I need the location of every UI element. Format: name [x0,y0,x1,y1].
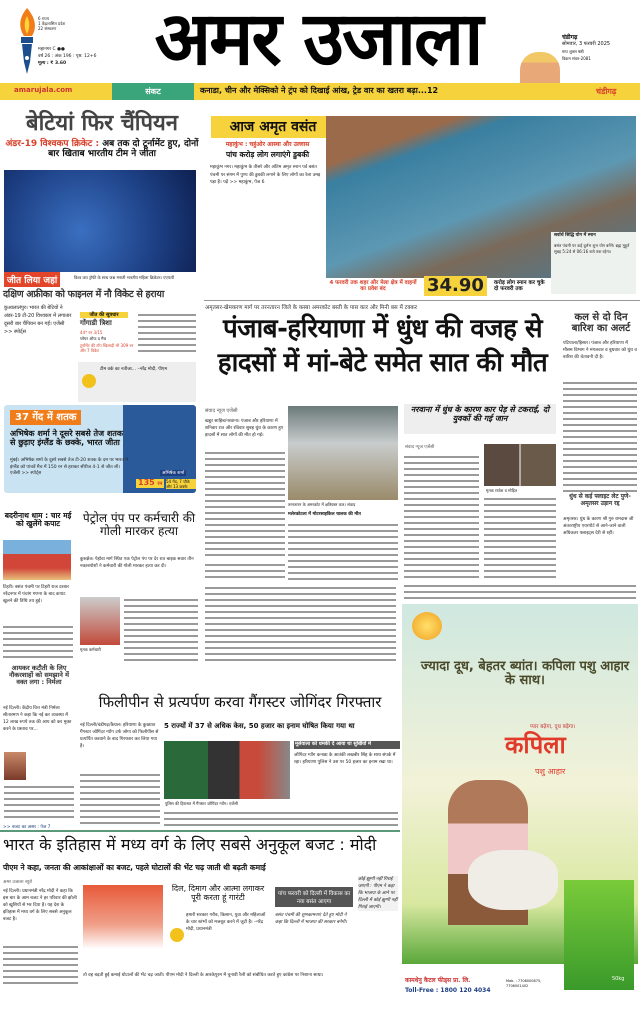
gangster-box-body: जोगिंदर ग्योंग कनाडा के आतंकी लखबीर सिंह के साथ संपर्क में रहा। हरियाणा पुलिस ने उस पर 50 हजार का इनाम रखा था। [294,753,396,765]
quote-icon-2 [170,928,184,942]
player-stat: 44* रन 3/15 [80,330,103,335]
photo-caption: विश्व कप ट्रॉफी के साथ जश्न मनाती भारतीय महिला क्रिकेटर। एएफपी [74,275,175,280]
edition-ut: 1 केंद्रशासित प्रदेश [38,21,66,26]
ad-mobile: Mob. : 7706000875, 7706001402 [506,979,542,988]
gangster-column [80,772,160,824]
runs: 135 [138,478,155,487]
name-tag: अभिषेक शर्मा [162,471,185,476]
lead-body: खडूर साहिब/नरवाना। पंजाब और हरियाणा में शनिवार रात और रविवार सुबह धुंध के कारण हुए हादसों में सात लोगों की मौत हो गई। [205,419,284,438]
modi-photo [83,885,163,965]
runs-unit: रन [157,481,163,487]
tithi: माघ शुक्ल षष्ठी [562,49,584,54]
cricket-column [138,312,196,356]
budget-headline: भारत के इतिहास में मध्य वर्ग के लिए सबसे अनुकूल बजट : मोदी [3,835,377,854]
gangster-body: नई दिल्ली/चंडीगढ़/कैथल। हरियाणा के कुख्यात गैंगस्टर जोगिंदर ग्योंग उर्फ जोगा को फिलीपींस से प्रत्यर्पित करवाने के बाद गिरफ्तार कर लिया गया है। [80,723,159,749]
nirmala-column [4,784,74,822]
kumbh-tag: आज अमृत वसंत [211,116,335,138]
quote-headline: दिल, दिमाग और आत्मा लगाकर पूरी करता हूं गारंटी [171,884,265,902]
ticker-headline[interactable]: कनाडा, चीन और मेक्सिको ने ट्रंप को दिखाई आंख, ट्रेड वार का खतरा बढ़ा...12 [200,86,439,95]
flight-body: अमृतसर। धुंध के कारण श्री गुरु रामदास जी अंतरराष्ट्रीय एयरपोर्ट से आने-जाने वाली अधिकतर फ्लाइट्स देरी से रहीं। [563,517,634,536]
gangster-photo [164,741,290,799]
gangster-subhead: 5 राज्यों में 37 से अधिक केस, 50 हजार का इनाम घोषित किया गया था [164,722,355,730]
divider [204,300,640,301]
pm-quote: टीम वर्क का नतीजा... –नरेंद्र मोदी, पीएम [100,367,168,372]
quote-body: हमारी सरकार गरीब, किसान, युवा और महिलाओं के चार स्तंभों को मजबूत करने में जुटी है। –नरेंद्र मोदी, प्रधानमंत्री [186,913,266,932]
ad-tagline: प्यार बढ़ेगा, दूध बढ़ेगा। [530,724,576,730]
newspaper-title: अमर उजाला [154,0,482,82]
player-series: टूर्नामेंट की टॉप खिलाड़ी भी 309 रन और 7 विकेट [80,343,134,353]
budget-body: नई दिल्ली। प्रधानमंत्री नरेंद्र मोदी ने कहा कि इस बार के आम बजट ने हर परिवार की झोली को खुशियों से भर दिया है। यह देश के इतिहास में मध्य वर्ग के लिए सबसे अनुकूल बजट है। [3,889,77,922]
crash-caption: तरनतारन के अमरकोट में क्षतिग्रस्त कार। संवाद [288,502,356,507]
narwana-column [404,454,479,579]
kumbh-headline: पांच करोड़ लोग लगाएंगे डुबकी [225,150,310,159]
price: मूल्य : ₹ 3.60 [38,61,67,66]
edition-count: 22 संस्करण [38,26,57,31]
weather-column [563,380,637,492]
lead-wrap-column [404,583,636,599]
box-title: जीत की सूत्रधार [80,312,128,318]
divider-green [0,830,400,832]
lead-column-3 [205,562,285,582]
cricket-subhead [4,140,200,160]
gangster-caption: पुलिस की हिरासत में गैंगस्टर जोगिंदर ग्योंग। एजेंसी [165,801,238,806]
lead-headline: पंजाब-हरियाणा में धुंध की वजह से हादसों में मां-बेटे समेत सात की मौत [217,314,548,378]
team-photo [4,170,196,272]
narwana-byline: संवाद न्यूज एजेंसी [405,445,435,450]
anniversary-badge-icon [412,612,442,640]
devotee-label: करोड़ लोग स्नान कर चुके दो फरवरी तक [494,280,545,293]
masthead-date: सोमवार, 3 फरवरी 2025 [562,41,611,47]
devotee-count: 34.90 [424,276,487,296]
pack-weight: 50kg [612,976,625,982]
masthead-city: चंडीगढ़ [562,34,578,41]
victim-photo [80,597,120,645]
badrinath-photo [3,540,71,580]
budget-byline: अमर उजाला ब्यूरो [3,880,33,885]
petrol-headline: पेट्रोल पंप पर कर्मचारी की गोली मारकर हत्या [82,511,196,539]
budget-column [3,944,78,986]
runs-count [136,479,164,488]
yoga-title: सर्वार्थ सिद्धि योग में स्नान [554,233,596,238]
yoga-box [551,232,636,294]
flight-headline: धुंध से कई फ्लाइट लेट पुणे-अमृतसर उड़ान रद्द [569,493,631,507]
lead-column-2 [288,522,398,580]
kumbh-kicker: महाकुंभ : चहुंओर आस्था और उल्लास [225,141,310,148]
photo-tag: जीत लिया जहां [4,272,60,287]
edition-code: महानगर C ●● [38,47,65,52]
ad-brand-sub: पशु आहार [535,767,566,776]
samvat: विक्रम संवत-2081 [562,56,591,61]
player-note: प्लेयर ऑफ द मैच [80,336,107,341]
edition-states: 6 राज्य [38,16,50,21]
cricket-body: कुआलालंपुर। भारत की बेटियों ने अंडर-19 टी-20 विश्वकप में लगातार दूसरी बार चैंपियन बन गईं। एजेंसी >> स्पोर्ट्स [4,305,72,335]
ticker-city: चंडीगढ़ [596,87,617,96]
cricket-sub: अब तक दो टूर्नामेंट हुए, दोनों बार खिताब भारतीय टीम ने जीता [48,139,199,159]
side-subhead: मलेरकोटला में मोटरसाइकिल चालक की मौत [288,512,361,517]
nirmala-more[interactable]: >> बजट का असर : पेज 7 [3,825,51,830]
player-name: गोंगाडी त्रिशा [80,319,112,327]
cricket-headline: बेटियां फिर चैंपियन [26,111,178,136]
narwana-headline: नरवाना में धुंध के कारण कार पेड़ से टकराई, दो युवकों की गई जान [404,404,556,434]
date-block [562,34,610,62]
website-link[interactable]: amarujala.com [14,86,73,94]
badrinath-body: टिहरी। बसंत पंचमी पर टिहरी राज दरबार नरेंद्रनगर में पंचांग गणना के बाद कपाट खुलने की तिथि तय हुई। [3,585,69,604]
gangster-box-title: मूसेवाला को धमकी दे आया था सुर्खियों में [294,741,400,749]
nirmala-headline: आयकर कटौती के लिए नौकरशाहों को समझाने में वक्त लगा : निर्मला [8,664,70,687]
yoga-body: बसंत पंचमी पर कई दुर्लभ शुभ योग बनेंगे। ब्रह्म मुहूर्त सुबह 5:24 से 06:16 बजे तक रहेगा। [554,243,630,254]
cow-photo [468,850,558,910]
delhi-box-body: बसंत पंचमी की शुभकामनाएं देते हुए मोदी ने कहा कि दिल्ली में भाजपा की सरकार बनेगी। [275,913,347,925]
crash-photo [288,406,398,500]
century-tag: 37 गेंद में शतक [10,410,81,425]
kumbh-body: महाकुंभ नगर। महाकुंभ के तीसरे और अंतिम अमृत स्नान पर्व बसंत पंचमी पर संगम में पुण्य की डुबकी लगाने के लिए लोगों का रेला उमड़ पड़ा है। पढ़ें >> महाकुंभ, पेज 6 [210,165,321,185]
delhi-box-title: पांच फरवरी को दिल्ली में विकास का नया बसंत आएगा [275,887,353,907]
badrinath-headline: बदरीनाथ धाम : चार मई को खुलेंगे कपाट [4,511,72,529]
victims-caption: मृतक राजेश व मोहित [486,488,518,493]
cricket-result: दक्षिण अफ्रीका को फाइनल में नौ विकेट से हराया [3,289,164,300]
petrol-body: कुरुक्षेत्र। पेहोवा मार्ग स्थित एक पेट्रोल पंप पर देर रात बाइक सवार तीन नकाबपोशों ने कर्मचारी की गोली मारकर हत्या कर दी। [80,557,194,569]
edition-list [38,16,65,31]
nirmala-body: नई दिल्ली। केंद्रीय वित्त मंत्री निर्मला सीतारमण ने कहा कि नई कर व्यवस्था में 12 लाख रुपये तक की आय को कर मुक्त करने के प्रस्ताव पर... [3,706,72,732]
quote-icon [82,374,96,388]
budget-subhead: पीएम ने कहा, जनता की आकांक्षाओं का बजट, पहले घोटालों की भेंट चढ़ जाती थी बढ़ती कमाई [3,863,266,872]
victims-photo [484,444,556,486]
ad-headline: ज्यादा दूध, बेहतर ब्यांत। कपिला पशु आहार के साथ। [420,659,630,689]
abhishek-headline: अभिषेक शर्मा ने दूसरे सबसे तेज शतक से छुड़ाए इंग्लैंड के छक्के, भारत जीता [10,429,123,447]
side-note: कोई झुग्गी नहीं गिराई जाएगी : पीएम ने कहा कि भाजपा के आने पर दिल्ली में कोई झुग्गी नहीं गिराई जाएगी। [358,877,398,910]
cricket-kicker: अंडर-19 विश्वकप क्रिकेट : [5,139,100,149]
ad-company: कामधेनु कैटल फीड्स प्रा. लि. [405,977,471,984]
runs-stat: 54 गेंद, 7 चौके और 13 छक्के [166,479,196,489]
issue-info [38,46,96,67]
budget-tail: तो वह बढ़ती हुई कमाई घोटालों की भेंट चढ़ जाती। पीएम मोदी ने दिल्ली के आरकेपुरम में चुनावी रैली को संबोधित करते हुए कांग्रेस पर निशाना साधा। [83,973,324,978]
narwana-column-2 [484,496,556,579]
feed-pack [564,880,634,990]
lead-column-1 [205,450,285,560]
issue-number: वर्ष 26 : अंक 196 : पृष्ठ: 12+6 [38,54,97,59]
lead-kicker: अमृतसर-खेमकरण मार्ग पर तरनतारन जिले के कस्बा अमरकोट बस्ती के पास कार और मिनी बस में टक्कर [205,305,418,311]
lead-byline: संवाद न्यूज एजेंसी [205,408,238,414]
gangster-headline: फिलीपीन से प्रत्यर्पण करवा गैंगस्टर जोगिंदर गिरफ्तार [98,693,382,711]
ad-brand: कपिला [505,731,566,759]
ad-tollfree[interactable]: Toll-Free : 1800 120 4034 [405,987,491,994]
petrol-column [124,597,198,665]
weather-body: पटियाला/हिसार। पंजाब और हरियाणा में मौसम विभाग ने मंगलवार व बुधवार को धुंध व बारिश की चेतावनी दी है। [563,341,637,360]
gangster-column-2 [164,810,398,826]
abhishek-body: मुंबई। अभिषेक शर्मा के दूसरे सबसे तेज टी-20 शतक के दम पर भारत ने इंग्लैंड को पांचवें मैच में 150 रन से हराकर सीरीज 4-1 से जीत ली। एजेंसी >> स्पोर्ट्स [10,458,128,476]
badrinath-column [3,624,73,662]
victim-caption: मृतक कर्मचारी [80,647,101,652]
weather-headline: कल से दो दिन बारिश का अलर्ट [571,312,631,334]
nirmala-photo [4,752,26,780]
ticker-tag: संकट [112,83,194,100]
entry-ban: 4 फरवरी तक शहर और मेला क्षेत्र में वाहनों का प्रवेश बंद [329,280,417,293]
petrol-column-2 [205,585,396,665]
